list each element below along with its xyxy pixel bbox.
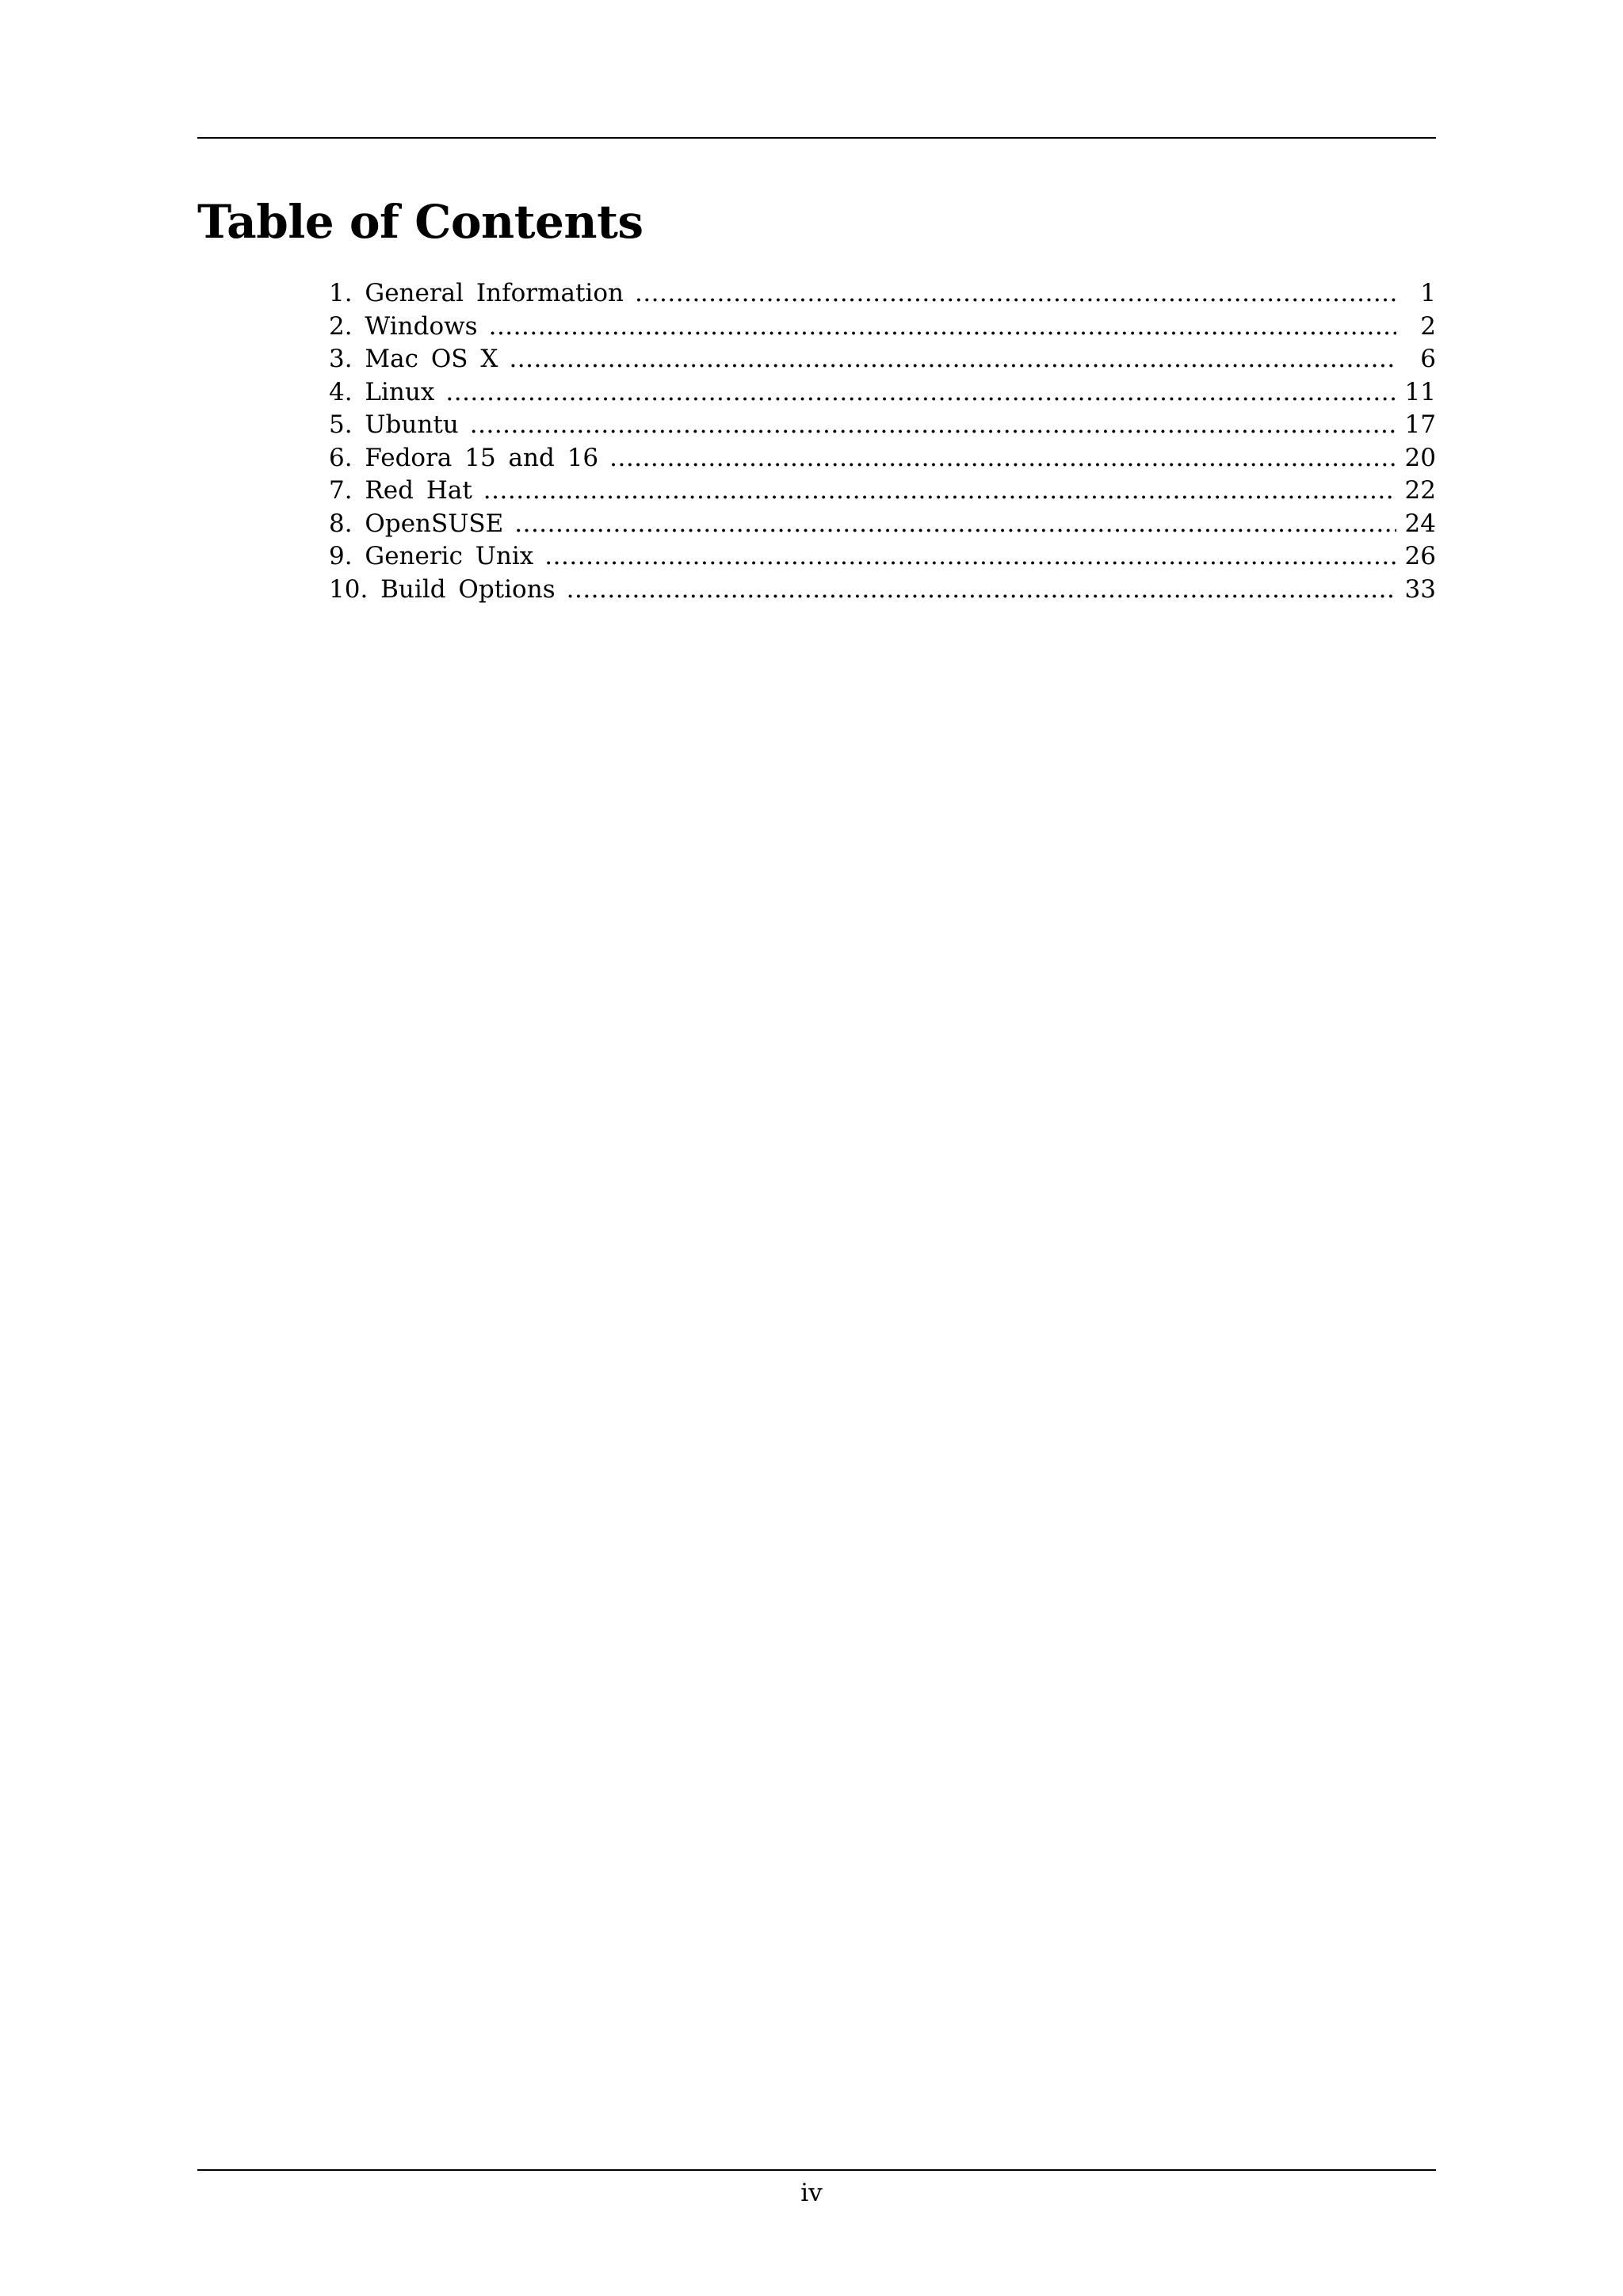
toc-entry-label: 7. Red Hat [329,476,472,505]
toc-entry-linux[interactable] [329,376,1436,410]
toc-entry-opensuse[interactable] [329,508,1436,541]
toc-entry-page: 26 [1404,542,1436,570]
toc-entry-build-options[interactable] [329,574,1436,607]
toc-entry-fedora[interactable] [329,442,1436,475]
toc-entry-label: 9. Generic Unix [329,542,534,570]
dot-leader [445,376,1396,410]
toc-entry-page: 22 [1404,476,1436,505]
toc-entry-label: 4. Linux [329,377,435,406]
dot-leader [509,343,1396,376]
toc-entry-page: 33 [1404,574,1436,604]
toc-entry-label: 5. Ubuntu [329,410,459,439]
toc-entry-generic-unix[interactable] [329,540,1436,574]
toc-entry-windows[interactable] [329,311,1436,344]
dot-leader [635,277,1396,311]
toc-entry-page: 17 [1404,410,1436,439]
toc-entry-general-information[interactable] [329,277,1436,311]
page-title: Table of Contents [197,195,643,249]
toc-entry-page: 6 [1420,345,1436,373]
toc-entry-page: 2 [1420,311,1436,341]
page-number: iv [800,2179,823,2207]
dot-leader [489,311,1396,344]
toc-entry-page: 24 [1404,509,1436,538]
toc-entry-page: 1 [1420,279,1436,307]
header-rule [197,137,1436,139]
toc-entry-ubuntu[interactable] [329,409,1436,442]
table-of-contents [329,277,1436,606]
toc-entry-page: 20 [1404,443,1436,472]
toc-entry-red-hat[interactable] [329,475,1436,508]
toc-entry-label: 8. OpenSUSE [329,509,504,538]
dot-leader [567,574,1396,607]
toc-entry-label: 3. Mac OS X [329,345,498,373]
toc-entry-label: 1. General Information [329,279,624,307]
footer-rule [197,2169,1436,2171]
toc-entry-mac-os-x[interactable] [329,343,1436,376]
dot-leader [483,475,1396,508]
toc-entry-label: 6. Fedora 15 and 16 [329,443,599,472]
toc-entry-label: 2. Windows [329,311,478,341]
dot-leader [514,508,1396,541]
toc-entry-page: 11 [1404,377,1436,406]
dot-leader [470,409,1396,442]
dot-leader [544,540,1396,574]
dot-leader [609,442,1396,475]
toc-entry-label: 10. Build Options [329,574,556,604]
